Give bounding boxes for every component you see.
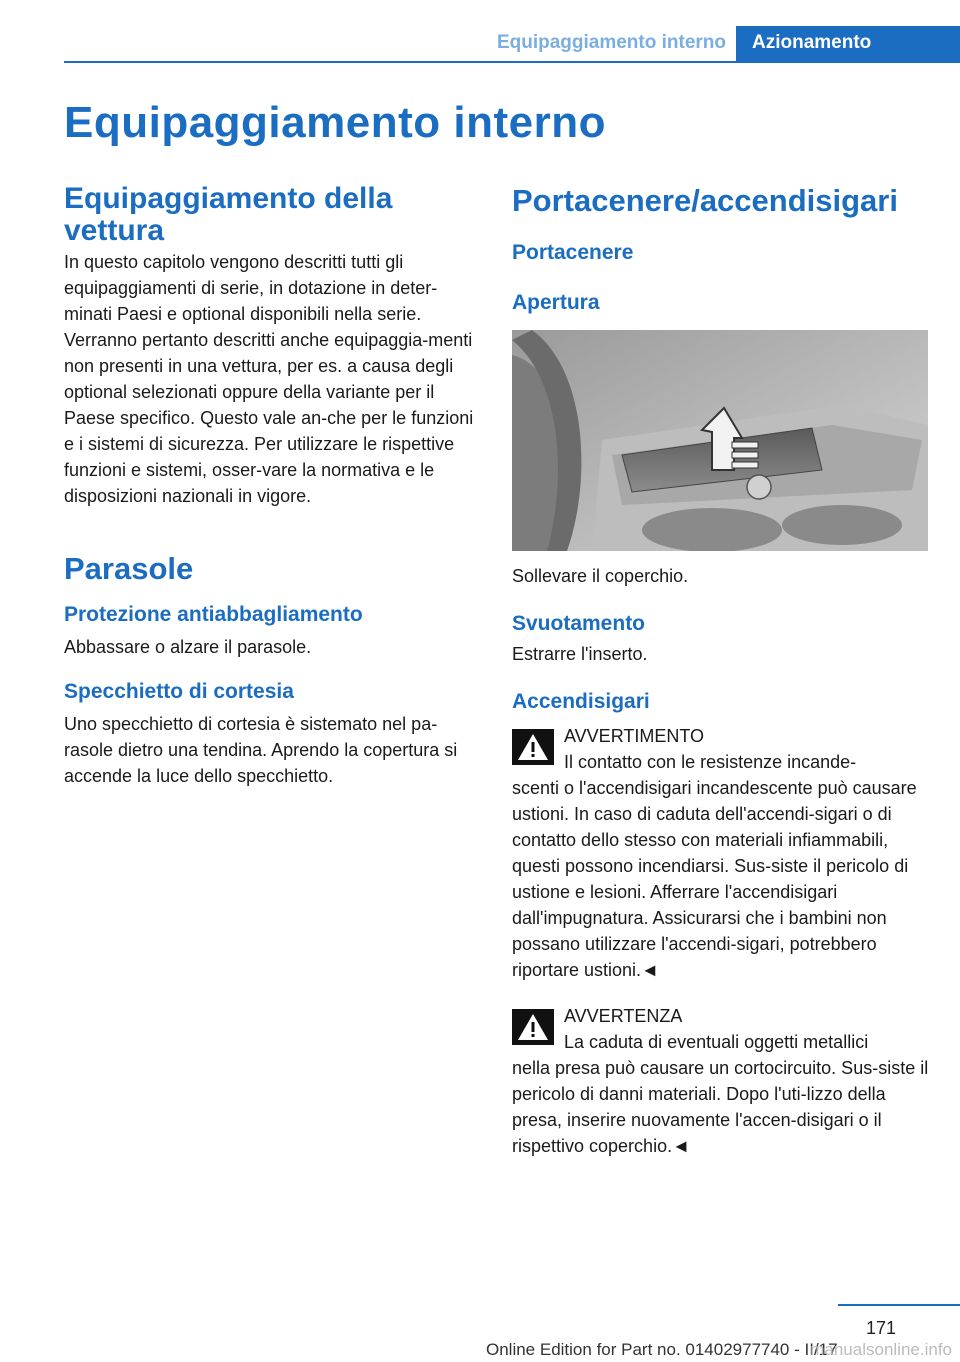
warning-burn — [512, 723, 930, 983]
lighter-heading: Accendisigari — [512, 690, 650, 713]
vanity-mirror-text: Uno specchietto di cortesia è sistemato nel pa-rasole dietro una tendina. Aprendo la copertura si accende la luce dello specchietto. — [64, 714, 458, 786]
page-title: Equipaggiamento interno — [64, 98, 606, 147]
warning-burn-first-line: Il contatto con le resistenze incande- — [564, 752, 857, 772]
header-section-label: Equipaggiamento interno — [496, 32, 726, 53]
warning-burn-text: scenti o l'accendisigari incandescente può causare ustioni. In caso di caduta dell'accendi-sigari o di contatto dello stesso con materiali infiammabili, questi possono incendiarsi. Sus-siste il pericolo di ustione e lesioni. Afferrare l'accendisigari dall'impugnatura. Assicurarsi che i bambini non possano utilizzare l'accendi-sigari, potrebbero riportare ustioni.◄ — [512, 778, 917, 980]
opening-heading: Apertura — [512, 291, 600, 314]
warning-burn-label: AVVERTIMENTO — [564, 726, 705, 746]
vehicle-equipment-text: In questo capitolo vengono descritti tutti gli equipaggiamenti di serie, in dotazione in deter-minati Paesi e optional disponibili nella serie. Verranno pertanto descritti anche equipaggia-menti non presenti in una vettura, per es. a causa degli optional selezionati oppure della variante per il Paese specifico. Questo vale an-che per le funzioni e i sistemi di sicurezza. Per utilizzare le rispettive funzioni e sistemi, osser-vare la normativa e le disposizioni nazionali in vigore. — [64, 252, 474, 506]
emptying-text: Estrarre l'inserto. — [512, 644, 648, 664]
page-number: 171 — [865, 1318, 896, 1338]
ashtray-lighter-heading: Portacenere/accendisigari — [512, 183, 898, 218]
warning-short-circuit-text: nella presa può causare un cortocircuito. Sus-siste il pericolo di danni materiali. Dopo l'uti-lizzo della presa, inserire nuovamente l'accen-disigari o il rispettivo coperchio.◄ — [512, 1058, 929, 1156]
header-chapter-tab: Azionamento — [736, 26, 960, 62]
footer-edition: Online Edition for Part no. 01402977740 - II/17 — [486, 1340, 838, 1359]
warning-short-circuit — [512, 1003, 930, 1159]
ashtray-photo — [512, 330, 928, 551]
right-column — [512, 183, 930, 1159]
warning-short-circuit-first-line: La caduta di eventuali oggetti metallici — [564, 1032, 869, 1052]
sunvisor-heading: Parasole — [64, 551, 194, 586]
glare-protection-text: Abbassare o alzare il parasole. — [64, 637, 312, 657]
glare-protection-heading: Protezione antiabbagliamento — [64, 603, 363, 626]
header-rule — [64, 61, 960, 63]
warning-triangle-icon — [512, 1009, 554, 1045]
ashtray-heading: Portacenere — [512, 241, 634, 264]
warning-triangle-icon — [512, 729, 554, 765]
footer-watermark: manualsonline.info — [810, 1340, 952, 1359]
footer-rule — [838, 1304, 960, 1306]
vehicle-equipment-heading: Equipaggiamento della vettura — [64, 182, 393, 247]
warning-short-circuit-label: AVVERTENZA — [564, 1006, 683, 1026]
opening-caption: Sollevare il coperchio. — [512, 566, 689, 586]
left-column — [64, 183, 480, 789]
vanity-mirror-heading: Specchietto di cortesia — [64, 680, 294, 703]
emptying-heading: Svuotamento — [512, 612, 646, 635]
